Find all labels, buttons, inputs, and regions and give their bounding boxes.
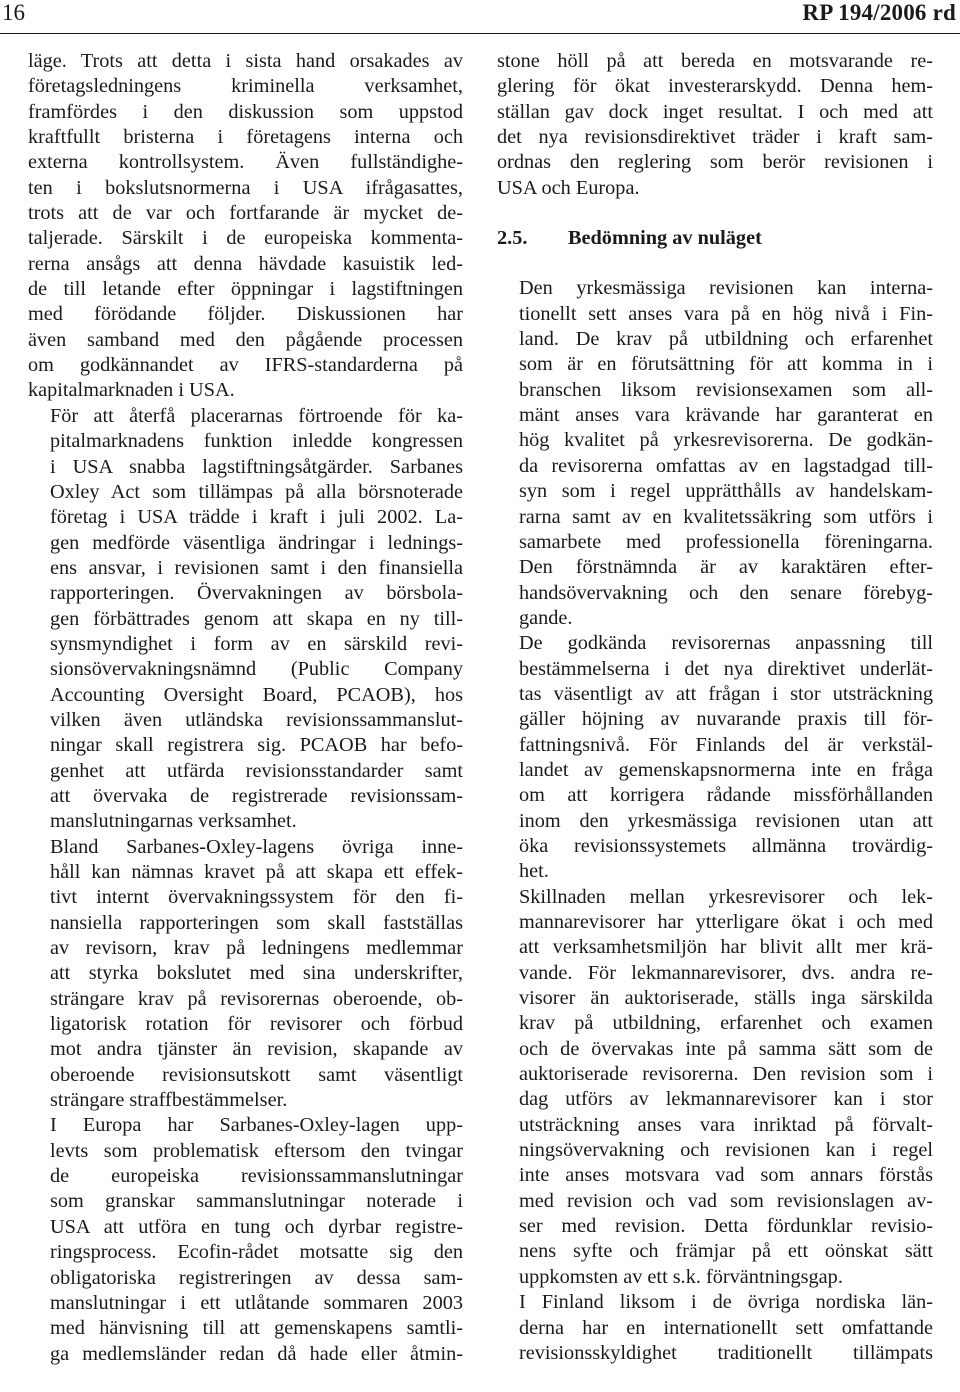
text-line: ningsövervakning och revisionen kan i regel xyxy=(519,1139,933,1162)
text-line: som är en förutsättning för att komma in i xyxy=(519,353,933,376)
text-line: auktoriserade revisorerna. Den revision som i xyxy=(519,1063,933,1086)
text-line: ordnas den reglering som berör revisionen i xyxy=(497,151,933,174)
text-line: ligatorisk rotation för revisorer och förbud xyxy=(50,1013,463,1036)
text-line: i USA snabba lagstiftningsåtgärder. Sarbanes xyxy=(50,455,463,478)
text-line: och de övervakas inte på samma sätt som de xyxy=(519,1037,933,1060)
text-line: rerna ansågs att denna hävdade kasuistik led- xyxy=(28,252,463,275)
text-line: I Finland liksom i de övriga nordiska län- xyxy=(519,1291,933,1314)
section-number: 2.5. xyxy=(497,227,528,250)
text-line: tionellt sett anses vara på en hög nivå i Fin- xyxy=(519,302,933,325)
text-line: USA att utföra en tung och dyrbar registre- xyxy=(50,1215,463,1238)
text-line: handsövervakning och den senare förebyg- xyxy=(519,581,933,604)
text-line: taljerade. Särskilt i de europeiska kommenta- xyxy=(28,227,463,250)
paragraph xyxy=(497,1290,933,1366)
text-line: tas väsentligt av att frågan i stor utsträckning xyxy=(519,682,933,705)
text-line: Bland Sarbanes-Oxley-lagens övriga inne- xyxy=(50,835,463,858)
page-number: 16 xyxy=(2,0,25,25)
text-line: manslutningarnas verksamhet. xyxy=(50,810,297,833)
text-line: hög kvalitet på yrkesrevisorerna. De godkän- xyxy=(519,429,933,452)
text-line: synsmyndighet i form av en särskild revi- xyxy=(50,632,463,655)
text-line: Accounting Oversight Board, PCAOB), hos xyxy=(50,683,463,706)
document-id: RP 194/2006 rd xyxy=(802,0,956,25)
text-line: gande. xyxy=(519,606,573,629)
text-line: För att återfå placerarnas förtroende för ka- xyxy=(50,404,463,427)
section-heading xyxy=(497,226,933,251)
text-line: tivt internt övervakningssystem för den fi- xyxy=(50,886,463,909)
text-line: företagsledningens kriminella verksamhet, xyxy=(28,75,463,98)
text-line: glering för ökat investerarskydd. Denna hem- xyxy=(497,75,933,98)
text-line: ens ansvar, i revisionen samt i den finansiella xyxy=(50,556,463,579)
text-line: vilken även utländska revisionssammanslut- xyxy=(50,708,463,731)
text-line: sionsövervakningsnämnd (Public Company xyxy=(50,658,463,681)
text-line: att styrka bokslutet med sina underskrifter, xyxy=(50,962,463,985)
text-line: rapporteringen. Övervakningen av börsbola- xyxy=(50,582,463,605)
text-line: ser med revision. Detta fördunklar revisio- xyxy=(519,1215,933,1238)
text-line: branschen liksom revisionsexamen som all- xyxy=(519,378,933,401)
text-line: Skillnaden mellan yrkesrevisorer och lek- xyxy=(519,885,933,908)
text-line: även samband med den pågående processen xyxy=(28,328,463,351)
text-line: inte anses motsvara vad som annars förstås xyxy=(519,1164,933,1187)
text-line: att verksamhetsmiljön har blivit allt mer krä- xyxy=(519,936,933,959)
text-line: genhet att utfärda revisionsstandarder samt xyxy=(50,759,463,782)
text-line: mänt anses vara krävande har garanterat en xyxy=(519,404,933,427)
text-line: med hänvisning till att gemenskapens samtli- xyxy=(50,1317,463,1340)
text-line: levts som problematisk eftersom den tvingar xyxy=(50,1139,463,1162)
text-line: som granskar sammanslutningar noterade i xyxy=(50,1190,463,1213)
text-line: vande. För lekmannarevisorer, dvs. andra re- xyxy=(519,961,933,984)
text-line: revisionsskyldighet traditionellt tillämpats xyxy=(519,1341,933,1364)
paragraph xyxy=(28,835,463,1114)
text-line: nansiella rapporteringen som skall fastställas xyxy=(50,911,463,934)
text-line: landet av gemenskapsnormerna inte en fråga xyxy=(519,758,933,781)
text-line: pitalmarknadens funktion inledde kongressen xyxy=(50,430,463,453)
text-line: strängare straffbestämmelser. xyxy=(50,1089,288,1112)
text-line: ningar skall registrera sig. PCAOB har befo- xyxy=(50,734,463,757)
paragraph xyxy=(497,276,933,631)
text-line: trots att de var och fortfarande är mycket de- xyxy=(28,202,463,225)
text-line: Den förstnämnda är av karaktären efter- xyxy=(519,556,933,579)
text-line: om godkännandet av IFRS-standarderna på xyxy=(28,354,463,377)
text-line: dag utförs av lekmannarevisorer kan i stor xyxy=(519,1088,933,1111)
text-line: da revisorerna omfattas av en lagstadgad till- xyxy=(519,454,933,477)
text-line: fattningsnivå. För Finlands del är verkstäl- xyxy=(519,733,933,756)
text-line: läge. Trots att detta i sista hand orsakades av xyxy=(28,50,463,72)
text-line: öka revisionssystemets allmänna trovärdig- xyxy=(519,834,933,857)
text-line: manslutningar i ett utlåtande sommaren 2003 xyxy=(50,1291,463,1314)
text-line: ställan gav dock inget resultat. I och med att xyxy=(497,100,933,123)
text-line: med revision och vad som revisionslagen av- xyxy=(519,1189,933,1212)
text-line: nens syfte och främjar på ett oönskat sätt xyxy=(519,1240,933,1263)
text-line: krav på utbildning, erfarenhet och examen xyxy=(519,1012,933,1035)
text-line: USA och Europa. xyxy=(497,176,640,199)
text-line: kraftfullt bristerna i företagens interna och xyxy=(28,126,463,149)
text-line: håll kan nämnas kravet på att skapa ett effek- xyxy=(50,861,463,883)
text-line: med förödande följder. Diskussionen har xyxy=(28,303,463,326)
paragraph xyxy=(497,631,933,884)
text-line: de europeiska revisionssammanslutningar xyxy=(50,1165,463,1188)
text-line: inom den yrkesmässiga revisionen utan att xyxy=(519,809,933,832)
text-line: rarna samt av en kvalitetssäkring som utförs i xyxy=(519,505,933,528)
text-line: om att korrigera rådande missförhållanden xyxy=(519,784,933,807)
section-title: Bedömning av nuläget xyxy=(568,227,762,250)
text-line: visorer än auktoriserade, ställs inga särskilda xyxy=(519,987,933,1010)
text-line: syn som i regel upprätthålls av handelskam- xyxy=(519,480,933,503)
text-line: kapitalmarknaden i USA. xyxy=(28,379,235,402)
paragraph xyxy=(497,49,933,201)
paragraph xyxy=(28,49,463,404)
text-line: gäller höjning av nuvarande praxis till för- xyxy=(519,708,933,731)
left-column xyxy=(28,49,463,1367)
text-line: ten i bokslutsnormerna i USA ifrågasattes, xyxy=(28,176,463,199)
text-line: bestämmelserna i det nya direktivet underlät- xyxy=(519,657,933,680)
text-line: stone höll på att bereda en motsvarande re- xyxy=(497,50,933,72)
text-line: det nya revisionsdirektivet träder i kraft sam- xyxy=(497,126,933,149)
page-header xyxy=(0,0,960,40)
paragraph xyxy=(28,404,463,835)
text-line: företag i USA trädde i kraft i juli 2002. La- xyxy=(50,506,463,529)
text-line: gen förbättrades genom att skapa en ny till- xyxy=(50,607,463,630)
right-column xyxy=(497,49,933,1366)
text-line: de till letande efter öppningar i lagstiftningen xyxy=(28,278,463,301)
text-line: het. xyxy=(519,860,549,883)
text-line: strängare krav på revisorernas oberoende, ob- xyxy=(50,987,463,1010)
text-line: obligatoriska registreringen av dessa sam- xyxy=(50,1266,463,1289)
text-line: gen medförde väsentliga ändringar i lednings- xyxy=(50,531,463,554)
text-line: framfördes i den diskussion som uppstod xyxy=(28,100,463,123)
text-line: mannarevisorer har ytterligare ökat i och med xyxy=(519,911,933,933)
header-rule xyxy=(0,33,960,34)
text-line: ga medlemsländer redan då hade eller åtmin- xyxy=(50,1342,463,1365)
text-line: I Europa har Sarbanes-Oxley-lagen upp- xyxy=(50,1114,463,1137)
text-line: land. De krav på utbildning och erfarenhet xyxy=(519,328,933,351)
paragraph xyxy=(497,885,933,1291)
text-line: derna har en internationellt sett omfattande xyxy=(519,1316,933,1339)
text-line: externa kontrollsystem. Även fullständighe- xyxy=(28,151,463,174)
text-line: oberoende revisionsutskott samt väsentligt xyxy=(50,1063,463,1086)
text-line: Oxley Act som tillämpas på alla börsnoterade xyxy=(50,480,463,503)
paragraph xyxy=(28,1113,463,1366)
text-line: mot andra tjänster än revision, skapande av xyxy=(50,1038,463,1061)
text-line: utsträckning anses vara inriktad på förvalt- xyxy=(519,1113,933,1136)
text-line: De godkända revisorernas anpassning till xyxy=(519,632,933,655)
text-line: samarbete med professionella föreningarna. xyxy=(519,530,933,553)
text-line: ringsprocess. Ecofin-rådet motsatte sig den xyxy=(50,1241,463,1264)
text-line: Den yrkesmässiga revisionen kan interna- xyxy=(519,277,933,300)
text-line: av revisorn, krav på ledningens medlemmar xyxy=(50,937,463,960)
text-line: uppkomsten av ett s.k. förväntningsgap. xyxy=(519,1265,843,1288)
text-line: att övervaka de registrerade revisionssam- xyxy=(50,784,463,807)
